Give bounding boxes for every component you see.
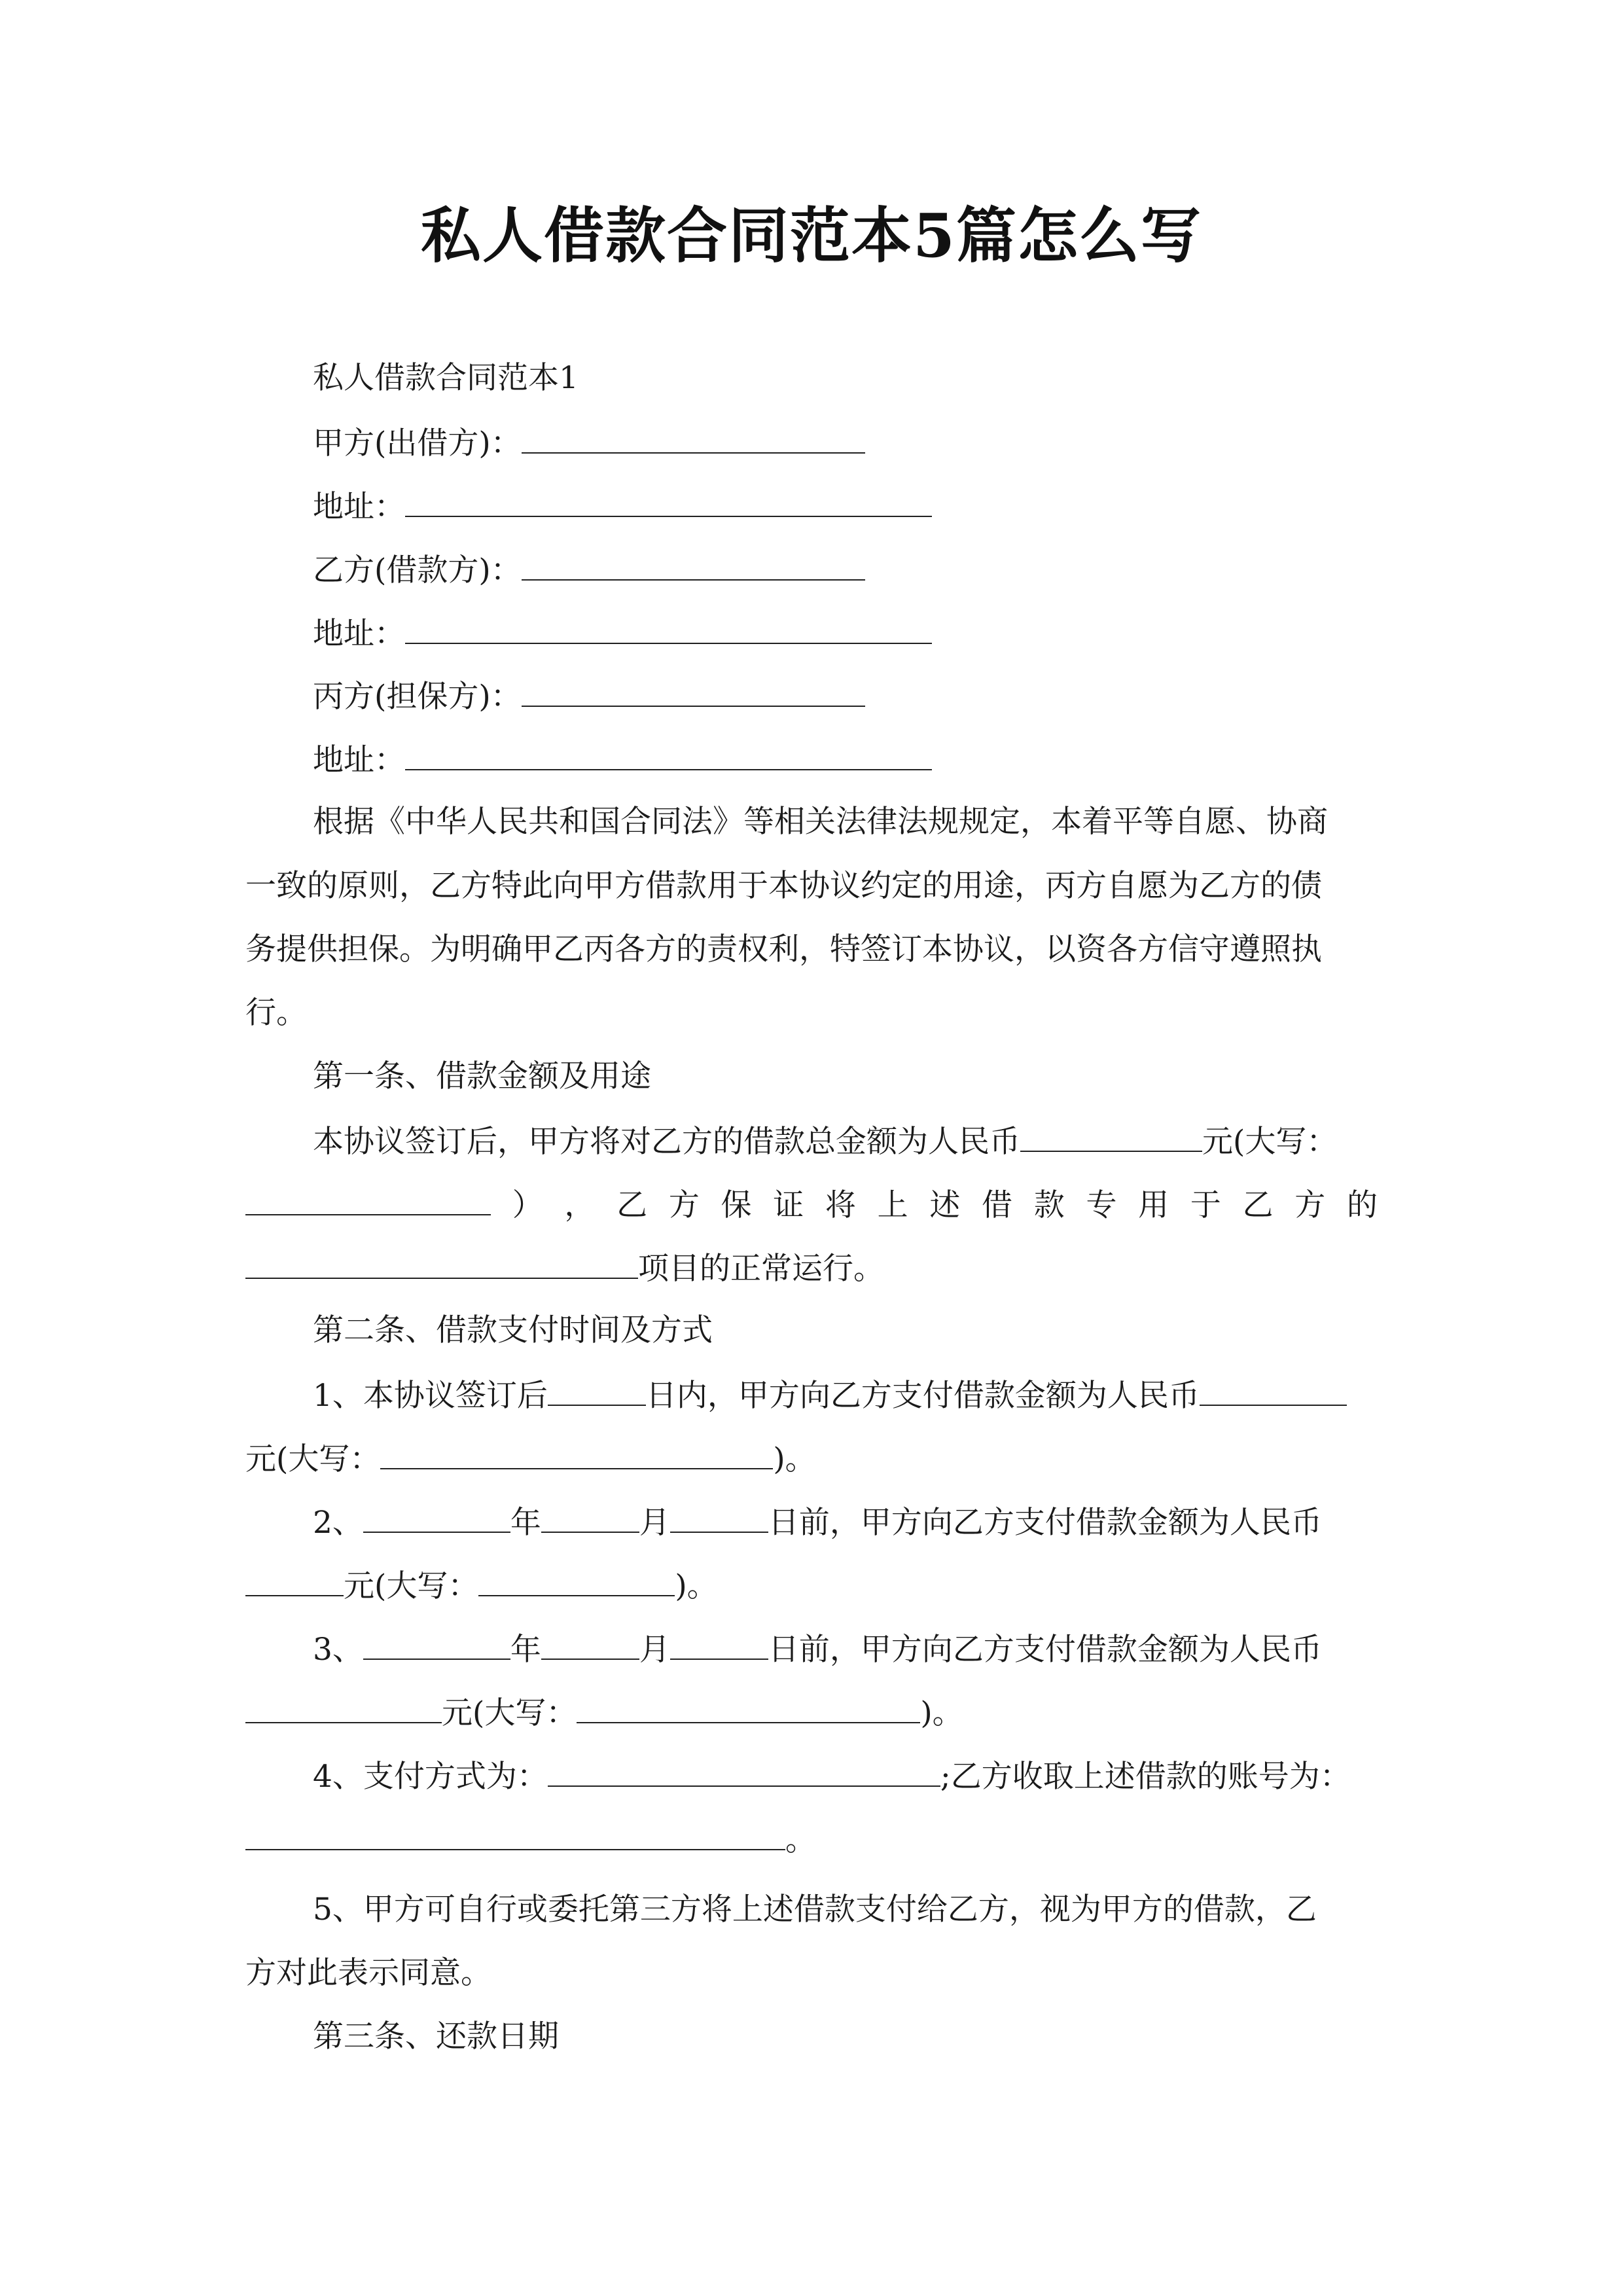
article-3-heading: 第三条、还款日期 [313,2018,559,2054]
article-1-line-2 [245,1184,1378,1225]
article-1-char: 述 [929,1187,961,1223]
article-1-char: 上 [877,1187,908,1223]
payment-method-blank [548,1755,940,1787]
item-text: 月 [639,1505,670,1541]
day-blank [670,1501,768,1533]
amount-words-blank [478,1565,675,1596]
item-text: )。 [675,1568,718,1604]
item-text: 日前，甲方向乙方支付借款金额为人民币 [768,1505,1322,1541]
article-1-text: 元(大写： [1202,1124,1338,1160]
party-a-blank [522,422,865,454]
article-2-item-1 [313,1374,1347,1416]
year-blank [363,1501,510,1533]
article-2-item-5-cont: 方对此表示同意。 [245,1955,491,1991]
article-1-char: 乙 [616,1187,648,1223]
article-1-text: ） [512,1187,543,1223]
item-text: 3、 [313,1632,363,1668]
article-1-char: 乙 [1242,1187,1274,1223]
item-text: 1、本协议签订后 [313,1378,548,1414]
article-2-item-3 [313,1628,1322,1670]
address-blank [405,739,932,770]
address-label: 地址： [313,489,405,525]
address-blank [405,486,932,517]
address-row-1 [313,486,932,527]
party-c-label: 丙方(担保方)： [313,679,522,715]
intro-line: 根据《中华人民共和国合同法》等相关法律法规规定，本着平等自愿、协商 [313,804,1328,840]
amount-words-blank [380,1438,773,1469]
item-text: 元(大写： [245,1441,381,1477]
address-blank [405,613,932,644]
party-a-row [313,422,865,463]
item-text: ;乙方收取上述借款的账号为： [940,1759,1351,1795]
item-text: 月 [639,1632,670,1668]
item-text: 日前，甲方向乙方支付借款金额为人民币 [768,1632,1322,1668]
item-text: 年 [510,1505,541,1541]
account-number-blank [245,1819,785,1850]
article-2-item-5: 5、甲方可自行或委托第三方将上述借款支付给乙方，视为甲方的借款，乙 [313,1892,1317,1928]
article-2-heading: 第二条、借款支付时间及方式 [313,1312,713,1348]
amount-blank [1020,1121,1202,1152]
article-2-item-4 [313,1755,1351,1797]
article-1-line-3 [245,1247,884,1289]
article-2-item-3-cont [245,1692,963,1733]
amount-blank [245,1692,442,1723]
days-blank [548,1374,646,1406]
item-text: 2、 [313,1505,363,1541]
article-2-item-2-cont [245,1565,718,1606]
intro-line: 务提供担保。为明确甲乙丙各方的责权利，特签订本协议，以资各方信守遵照执 [245,931,1322,967]
article-1-char: 保 [721,1187,752,1223]
article-1-char: 用 [1138,1187,1169,1223]
article-1-text: 本协议签订后，甲方将对乙方的借款总金额为人民币 [313,1124,1020,1160]
article-1-char: 于 [1190,1187,1221,1223]
item-text: )。 [773,1441,816,1477]
intro-line: 一致的原则，乙方特此向甲方借款用于本协议约定的用途，丙方自愿为乙方的债 [245,868,1322,904]
article-1-char: 方 [1294,1187,1326,1223]
amount-blank [1200,1374,1347,1406]
item-text: 4、支付方式为： [313,1759,548,1795]
item-text: 元(大写： [344,1568,479,1604]
document-title: 私人借款合同范本5篇怎么写 [420,200,1202,271]
month-blank [541,1501,639,1533]
intro-line: 行。 [245,995,307,1031]
item-text: )。 [920,1695,963,1731]
article-1-char: 专 [1086,1187,1117,1223]
article-1-char: 将 [825,1187,856,1223]
day-blank [670,1628,768,1660]
article-1-text: 项目的正常运行。 [638,1251,884,1287]
party-c-blank [522,675,865,707]
address-label: 地址： [313,742,405,778]
party-a-label: 甲方(出借方)： [313,425,522,461]
amount-blank [245,1565,344,1596]
amount-words-blank [577,1692,920,1723]
address-row-2 [313,613,932,654]
month-blank [541,1628,639,1660]
item-text: 年 [510,1632,541,1668]
article-1-char: 的 [1346,1187,1378,1223]
address-label: 地址： [313,616,405,652]
article-1-line-1 [313,1121,1337,1162]
item-text: 日内，甲方向乙方支付借款金额为人民币 [645,1378,1200,1414]
party-b-row [313,549,865,590]
article-1-char: 证 [773,1187,804,1223]
article-1-char: 款 [1033,1187,1065,1223]
party-b-blank [522,549,865,581]
contract-subtitle: 私人借款合同范本1 [313,360,579,396]
article-1-heading: 第一条、借款金额及用途 [313,1058,651,1094]
item-text: 。 [785,1822,816,1858]
address-row-3 [313,739,932,780]
article-1-char: 方 [668,1187,700,1223]
project-blank [245,1247,638,1279]
year-blank [363,1628,510,1660]
party-c-row [313,675,865,717]
article-2-item-1-cont [245,1438,816,1479]
party-b-label: 乙方(借款方)： [313,552,522,588]
article-2-item-2 [313,1501,1322,1543]
article-1-char: 借 [982,1187,1013,1223]
article-1-text: ， [564,1187,596,1223]
article-2-item-4-cont [245,1819,816,1860]
item-text: 元(大写： [442,1695,577,1731]
amount-words-blank [245,1184,491,1215]
